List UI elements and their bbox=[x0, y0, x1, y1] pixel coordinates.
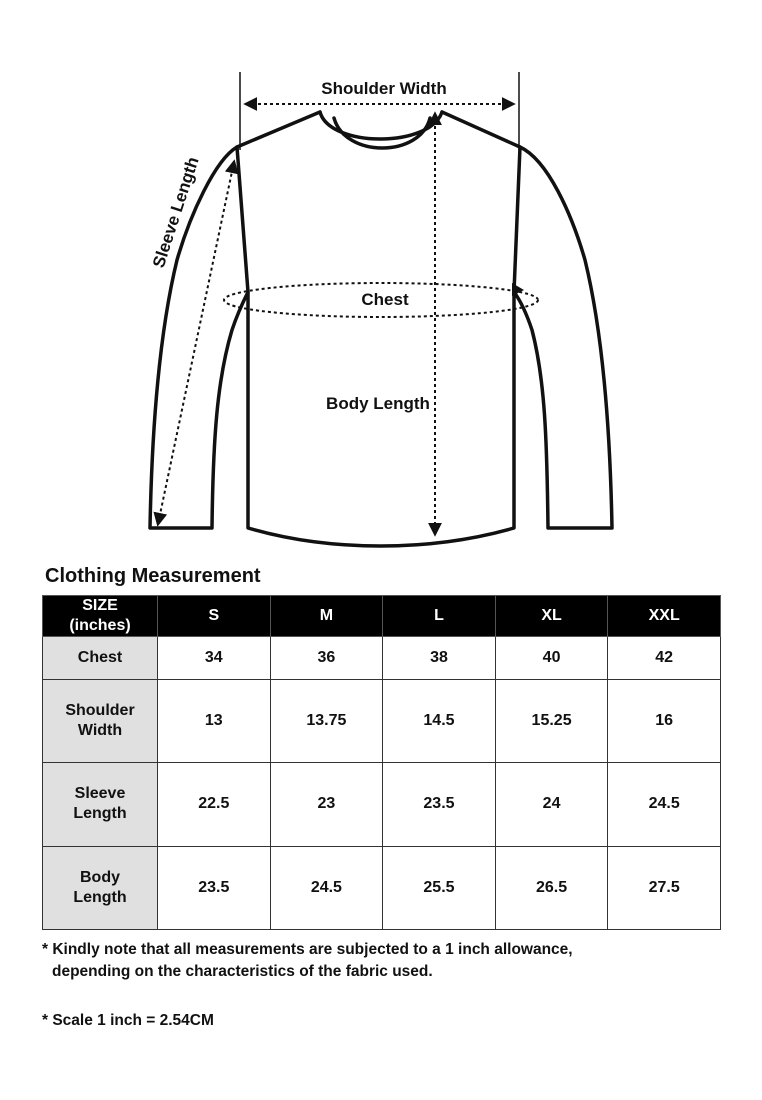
table-header-row bbox=[43, 596, 721, 637]
row-label-line1: Chest bbox=[77, 648, 123, 666]
table-cell: 13 bbox=[158, 679, 271, 762]
size-header-line2: (inches) bbox=[69, 617, 131, 634]
table-cell: 15.25 bbox=[495, 679, 608, 762]
table-cell: 24.5 bbox=[608, 763, 721, 846]
row-label-sleeve-length bbox=[43, 763, 158, 846]
table-cell: 16 bbox=[608, 679, 721, 762]
row-label-body-length bbox=[43, 846, 158, 929]
table-cell: 14.5 bbox=[383, 679, 496, 762]
table-row bbox=[43, 763, 721, 846]
table-cell: 23.5 bbox=[383, 763, 496, 846]
row-label-line1: Sleeve bbox=[74, 785, 126, 803]
shoulder-width-label: Shoulder Width bbox=[321, 79, 447, 98]
size-header: L bbox=[383, 596, 496, 637]
table-cell: 26.5 bbox=[495, 846, 608, 929]
table-row bbox=[43, 846, 721, 929]
table-cell: 25.5 bbox=[383, 846, 496, 929]
table-cell: 42 bbox=[608, 637, 721, 680]
allowance-note bbox=[42, 939, 573, 983]
row-label-line2: Length bbox=[73, 888, 127, 906]
table-cell: 34 bbox=[158, 637, 271, 680]
size-header-line1: SIZE bbox=[82, 597, 118, 614]
size-header: S bbox=[158, 596, 271, 637]
row-label-shoulder-width bbox=[43, 679, 158, 762]
row-label-line1: Body bbox=[80, 868, 120, 886]
table-cell: 23.5 bbox=[158, 846, 271, 929]
row-label-line2: Length bbox=[73, 805, 127, 823]
row-label-line2: Width bbox=[77, 721, 123, 739]
table-cell: 36 bbox=[270, 637, 383, 680]
table-cell: 13.75 bbox=[270, 679, 383, 762]
table-cell: 24.5 bbox=[270, 846, 383, 929]
body-length-label: Body Length bbox=[326, 394, 430, 413]
size-header: XXL bbox=[608, 596, 721, 637]
shirt-outline bbox=[150, 112, 612, 546]
table-row bbox=[43, 679, 721, 762]
table-row bbox=[43, 637, 721, 680]
chest-arrowhead bbox=[512, 283, 524, 296]
size-header: M bbox=[270, 596, 383, 637]
table-cell: 24 bbox=[495, 763, 608, 846]
table-cell: 23 bbox=[270, 763, 383, 846]
scale-note: * Scale 1 inch = 2.54CM bbox=[42, 1012, 214, 1029]
allowance-note-line1: * Kindly note that all measurements are subjected to a 1 inch allowance, bbox=[42, 941, 573, 958]
table-cell: 27.5 bbox=[608, 846, 721, 929]
table-cell: 40 bbox=[495, 637, 608, 680]
size-header: XL bbox=[495, 596, 608, 637]
section-title: Clothing Measurement bbox=[45, 565, 261, 587]
table-cell: 38 bbox=[383, 637, 496, 680]
chest-label: Chest bbox=[361, 290, 409, 309]
row-label-line1: Shoulder bbox=[65, 701, 135, 719]
row-label-chest bbox=[43, 637, 158, 680]
size-chart-table bbox=[42, 595, 721, 930]
size-unit-header bbox=[43, 596, 158, 637]
sleeve-length-label: Sleeve Length bbox=[148, 154, 203, 271]
allowance-note-line2: depending on the characteristics of the fabric used. bbox=[52, 963, 433, 980]
table-cell: 22.5 bbox=[158, 763, 271, 846]
